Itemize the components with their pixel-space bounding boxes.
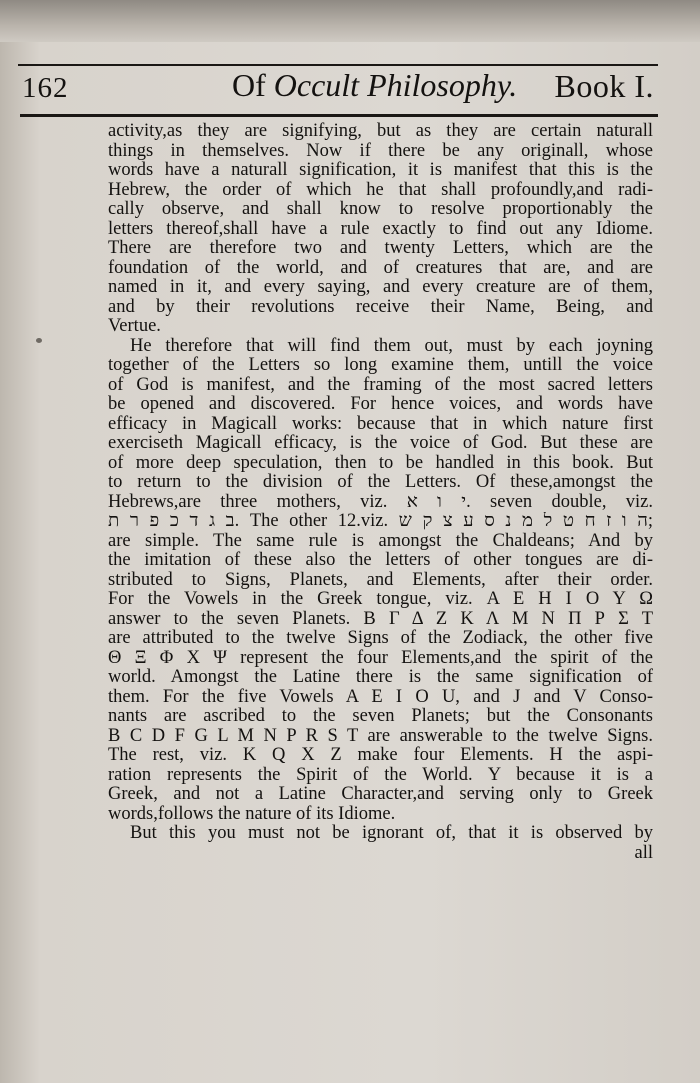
text-line: things in themselves. Now if there be any originall, whose (108, 141, 653, 161)
header-rule-bottom (20, 114, 658, 117)
text-line: them. For the five Vowels A E I O U, and J and V Conso- (108, 687, 653, 707)
text-line: ration represents the Spirit of the World. Y because it is a (108, 765, 653, 785)
text-line: be opened and discovered. For hence voices, and words have (108, 395, 653, 414)
running-title-italic: Occult Philosophy. (273, 67, 518, 103)
text-line: activity,as they are signifying, but as they are certain naturall (108, 122, 653, 141)
text-line: Hebrews,are three mothers, viz. י ו א. seven double, viz. (108, 492, 653, 512)
text-line: foundation of the world, and of creatures that are, and are (108, 258, 653, 278)
text-line: to return to the division of the Letters. Of these,amongst the (108, 473, 653, 492)
text-line: together of the Letters so long examine them, untill the voice (108, 356, 653, 375)
text-line: of more deep speculation, then to be handled in this book. But (108, 453, 653, 473)
text-line: exerciseth Magicall efficacy, is the voice of God. But these are (108, 434, 653, 453)
text-line-greek: For the Vowels in the Greek tongue, viz. Α Ε Η Ι Ο Υ Ω (108, 590, 653, 609)
text-line: cally observe, and shall know to resolve proportionably the (108, 200, 653, 219)
running-title (232, 67, 517, 104)
text-line: the imitation of these also the letters of other tongues are di- (108, 551, 653, 570)
text-line: named in it, and every saying, and every creature are of them, (108, 278, 653, 297)
text-line: Vertue. (108, 317, 161, 336)
text-line: The rest, viz. K Q X Z make four Elements. H the aspi- (108, 746, 653, 765)
text-line: words,follows the nature of its Idiome. (108, 804, 396, 824)
text-line: Greek, and not a Latine Character,and serving only to Greek (108, 785, 653, 804)
text-line: stributed to Signs, Planets, and Elements, after their order. (108, 570, 653, 590)
text-line: Hebrew, the order of which he that shall profoundly,and radi- (108, 180, 653, 200)
text-line: nants are ascribed to the seven Planets; but the Consonants (108, 707, 653, 726)
text-line: world. Amongst the Latine there is the same signification of (108, 668, 653, 687)
paragraph-start-line: He therefore that will find them out, must by each joyning (130, 336, 653, 356)
text-line: B C D F G L M N P R S T are answerable to the twelve Signs. (108, 726, 653, 746)
running-head (22, 66, 658, 112)
text-line: are attributed to the twelve Signs of the Zodiack, the other five (108, 629, 653, 648)
text-line-greek: answer to the seven Planets. Β Γ Δ Ζ Κ Λ Μ Ν Π Ρ Σ Τ (108, 609, 653, 629)
running-title-prefix: Of (232, 67, 266, 103)
page-top-edge (0, 0, 700, 42)
text-line: of God is manifest, and the framing of the most sacred letters (108, 375, 653, 395)
paragraph-start-line: But this you must not be ignorant of, that it is observed by (130, 824, 653, 843)
text-line: efficacy in Magicall works: because that in which nature first (108, 414, 653, 434)
text-line-greek: Θ Ξ Φ Χ Ψ represent the four Elements,and the spirit of the (108, 648, 653, 668)
text-line: There are therefore two and twenty Letters, which are the (108, 239, 653, 258)
margin-mark (36, 338, 42, 343)
text-line-hebrew: ב ג ד כ פ ר ת. The other 12.viz. ה ו ז ח ט ל מ נ ס ע צ ק ש; (108, 512, 653, 531)
text-line: and by their revolutions receive their Name, Being, and (108, 297, 653, 317)
text-line: words have a naturall signification, it is manifest that this is the (108, 161, 653, 180)
text-line: letters thereof,shall have a rule exactly to find out any Idiome. (108, 219, 653, 239)
body-text (108, 122, 653, 863)
page-number: 162 (22, 72, 69, 104)
book-label: Book I. (554, 68, 654, 104)
catchword: all (634, 843, 653, 863)
text-line: are simple. The same rule is amongst the Chaldeans; And by (108, 531, 653, 551)
